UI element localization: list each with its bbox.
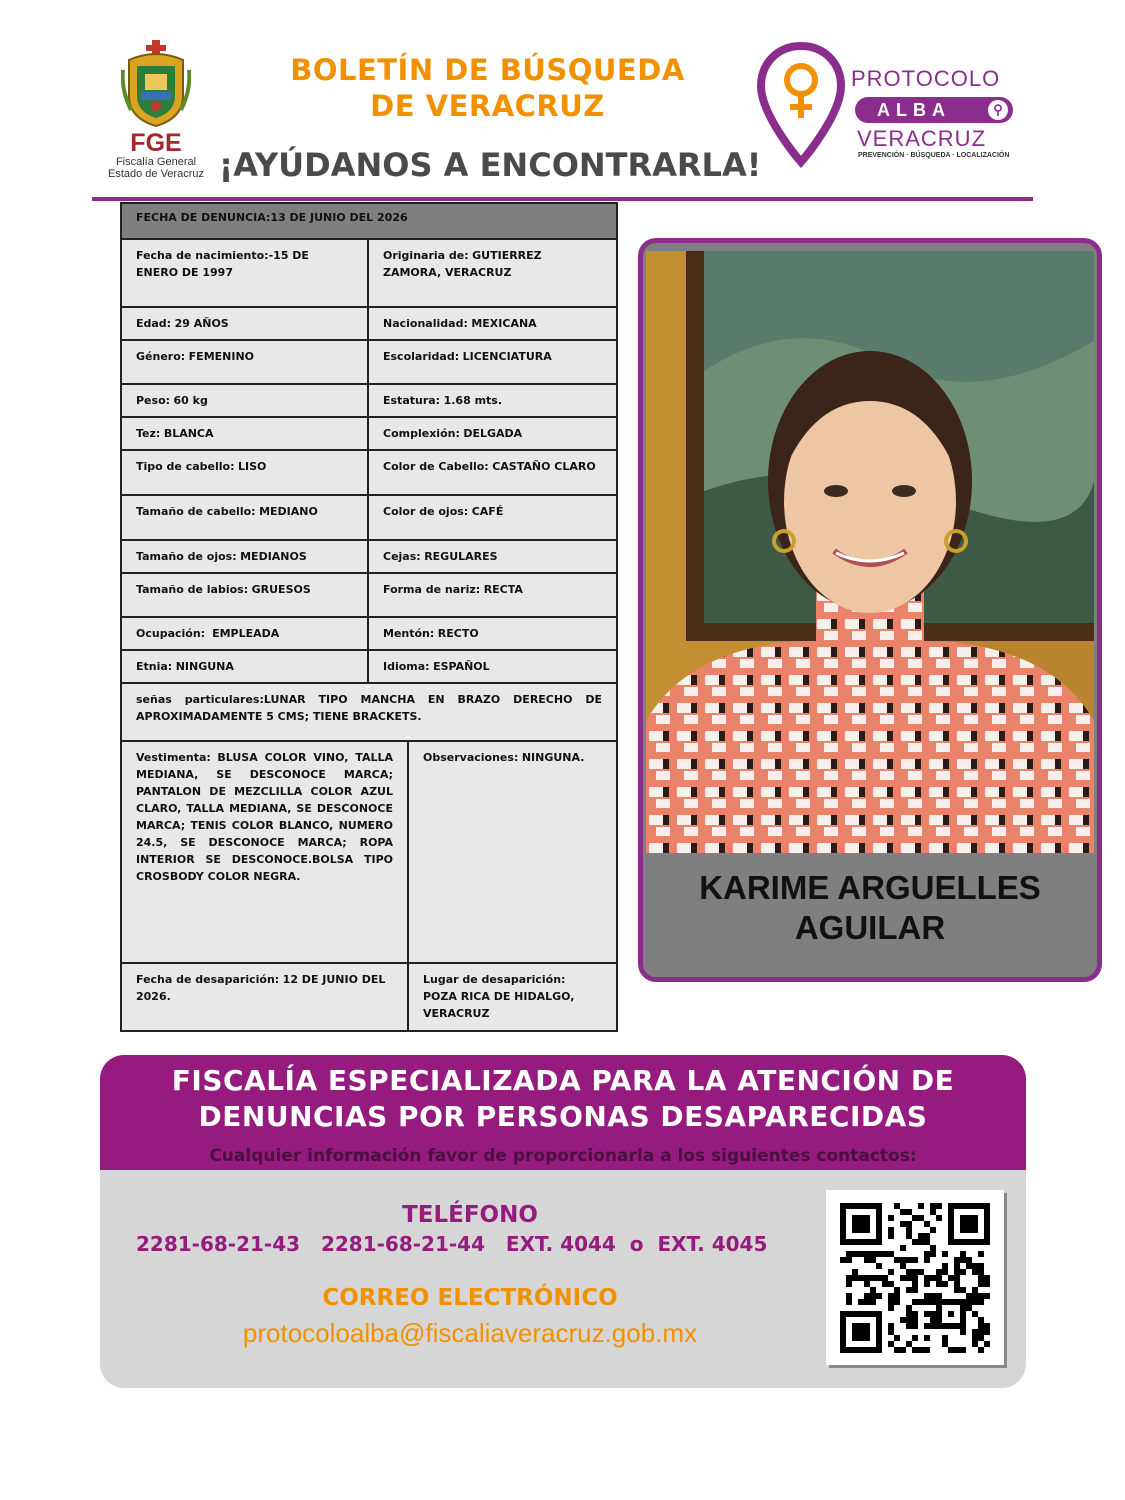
fge-line2: Estado de Veracruz [107, 168, 204, 180]
nationality-label: Nacionalidad: [383, 317, 468, 330]
coat-of-arms-icon [121, 40, 191, 128]
contact-panel [100, 1170, 1026, 1388]
extension-2: EXT. 4045 [657, 1232, 768, 1256]
nose-value: RECTA [483, 583, 523, 596]
alba-line1: PROTOCOLO [851, 66, 1001, 91]
alba-tagline: PREVENCIÓN · BÚSQUEDA · LOCALIZACIÓN [858, 152, 1010, 159]
build-value: DELGADA [463, 427, 523, 440]
eye-color-value: CAFÉ [471, 505, 504, 518]
email-link[interactable]: protocoloalba@fiscaliaveracruz.gob.mx [242, 1318, 698, 1348]
disappearance-date-value: 12 DE JUNIO DEL 2026. [136, 973, 386, 1003]
fge-line1: Fiscalía General [115, 156, 197, 168]
fge-logo [100, 40, 212, 185]
table-row [121, 495, 617, 540]
lips-label: Tamaño de labios: [136, 583, 249, 596]
eyebrows-label: Cejas: [383, 550, 421, 563]
hair-size-label: Tamaño de cabello: [136, 505, 256, 518]
table-row [121, 963, 617, 1031]
phone-numbers [136, 1232, 836, 1256]
gender-label: Género: [136, 350, 186, 363]
table-row [121, 617, 617, 650]
origin-value: GUTIERREZ ZAMORA, VERACRUZ [383, 249, 542, 279]
clothing-label: Vestimenta: [136, 751, 211, 764]
distinguishing-marks-label: señas particulares: [136, 693, 264, 706]
bulletin-title [215, 52, 760, 124]
protocolo-alba-logo [755, 40, 1025, 170]
complexion-skin-label: Tez: [136, 427, 161, 440]
help-us-find-her-heading: ¡AYÚDANOS A ENCONTRARLA! [218, 146, 762, 184]
disappearance-place-value: POZA RICA DE HIDALGO, VERACRUZ [423, 990, 575, 1020]
hair-color-value: CASTAÑO CLARO [492, 460, 596, 473]
person-portrait-icon [646, 251, 1094, 853]
weight-value: 60 kg [173, 394, 208, 407]
ethnicity-value: NINGUNA [175, 660, 234, 673]
report-date-label: FECHA DE DENUNCIA: [136, 211, 271, 224]
missing-person-name [643, 868, 1097, 948]
origin-label: Originaria de: [383, 249, 469, 262]
fge-abbr: FGE [130, 129, 182, 157]
disappearance-date-label: Fecha de desaparición: [136, 973, 280, 986]
disappearance-place-label: Lugar de desaparición: [423, 973, 566, 986]
header-divider [92, 197, 1033, 201]
table-row [121, 384, 617, 417]
hair-color-label: Color de Cabello: [383, 460, 489, 473]
build-label: Complexión: [383, 427, 460, 440]
birthdate-label: Fecha de nacimiento: [136, 249, 269, 262]
nose-label: Forma de nariz: [383, 583, 481, 596]
person-data-table [120, 202, 618, 1032]
table-row [121, 540, 617, 573]
female-symbol-pin-icon [755, 40, 847, 168]
hair-size-value: MEDIANO [259, 505, 318, 518]
table-row [121, 683, 617, 741]
report-date-value: 13 DE JUNIO DEL 2026 [270, 211, 408, 224]
chin-label: Mentón: [383, 627, 435, 640]
fiscalia-banner [100, 1055, 1026, 1170]
language-value: ESPAÑOL [433, 660, 490, 673]
observations-value: NINGUNA. [521, 751, 585, 764]
age-value: 29 AÑOS [174, 317, 229, 330]
distinguishing-marks-value: LUNAR TIPO MANCHA EN BRAZO DERECHO DE APROXIMADAMENTE 5 CMS; TIENE BRACKETS. [136, 693, 603, 723]
observations-label: Observaciones: [423, 751, 519, 764]
phone-number-1[interactable]: 2281-68-21-43 [136, 1232, 301, 1256]
table-row [121, 239, 617, 307]
eye-size-value: MEDIANOS [240, 550, 307, 563]
banner-line2: DENUNCIAS POR PERSONAS DESAPARECIDAS [198, 1100, 928, 1133]
phone-number-2[interactable]: 2281-68-21-44 [320, 1232, 486, 1256]
table-row [121, 741, 617, 963]
magnifier-icon: ⚲ [988, 100, 1008, 120]
qr-code[interactable] [826, 1190, 1004, 1365]
occupation-value: EMPLEADA [212, 627, 280, 640]
table-row [121, 340, 617, 384]
alba-line2: ALBA [877, 100, 951, 120]
eyebrows-value: REGULARES [424, 550, 498, 563]
table-row [121, 450, 617, 495]
name-line1: KARIME ARGUELLES [699, 869, 1041, 906]
eye-color-label: Color de ojos: [383, 505, 469, 518]
birthdate-value: -15 DE ENERO DE 1997 [136, 249, 309, 279]
height-label: Estatura: [383, 394, 441, 407]
report-date-row [121, 203, 617, 239]
extension-separator: o [629, 1232, 644, 1256]
lips-value: GRUESOS [251, 583, 311, 596]
contact-note: Cualquier información favor de proporcionarla a los siguientes contactos: [209, 1146, 917, 1166]
alba-pill [855, 97, 1013, 123]
height-value: 1.68 mts. [443, 394, 503, 407]
occupation-label: Ocupación: [136, 627, 206, 640]
nationality-value: MEXICANA [471, 317, 537, 330]
banner-line1: FISCALÍA ESPECIALIZADA PARA LA ATENCIÓN DE [171, 1064, 955, 1097]
hair-type-value: LISO [237, 460, 267, 473]
language-label: Idioma: [383, 660, 430, 673]
complexion-skin-value: BLANCA [163, 427, 214, 440]
ethnicity-label: Etnia: [136, 660, 173, 673]
table-row [121, 307, 617, 340]
education-label: Escolaridad: [383, 350, 460, 363]
alba-line3: VERACRUZ [857, 126, 987, 151]
missing-person-card [638, 238, 1102, 982]
table-row [121, 650, 617, 683]
title-line2: DE VERACRUZ [370, 89, 605, 123]
eye-size-label: Tamaño de ojos: [136, 550, 237, 563]
missing-person-photo [646, 251, 1094, 853]
title-line1: BOLETÍN DE BÚSQUEDA [290, 53, 685, 87]
weight-label: Peso: [136, 394, 171, 407]
phone-label: TELÉFONO [402, 1202, 538, 1228]
name-line2: AGUILAR [794, 909, 946, 946]
age-label: Edad: [136, 317, 172, 330]
education-value: LICENCIATURA [462, 350, 552, 363]
clothing-value: BLUSA COLOR VINO, TALLA MEDIANA, SE DESCONOCE MARCA; PANTALON DE MEZCLILLA COLOR AZUL CLARO, TALLA MEDIANA, SE DESCONOCE MARCA; TENIS COLOR BLANCO, NUMERO 24.5, SE DESCONOCE MARCA; ROPA INTERIOR SE DESCONOCE.BOLSA TIPO CROSBODY COLOR NEGRA. [136, 751, 393, 883]
gender-value: FEMENINO [188, 350, 255, 363]
chin-value: RECTO [437, 627, 479, 640]
email-label: CORREO ELECTRÓNICO [322, 1285, 618, 1311]
hair-type-label: Tipo de cabello: [136, 460, 235, 473]
extension-1: EXT. 4044 [505, 1232, 616, 1256]
qr-code-icon [840, 1203, 990, 1353]
table-row [121, 573, 617, 617]
table-row [121, 417, 617, 450]
